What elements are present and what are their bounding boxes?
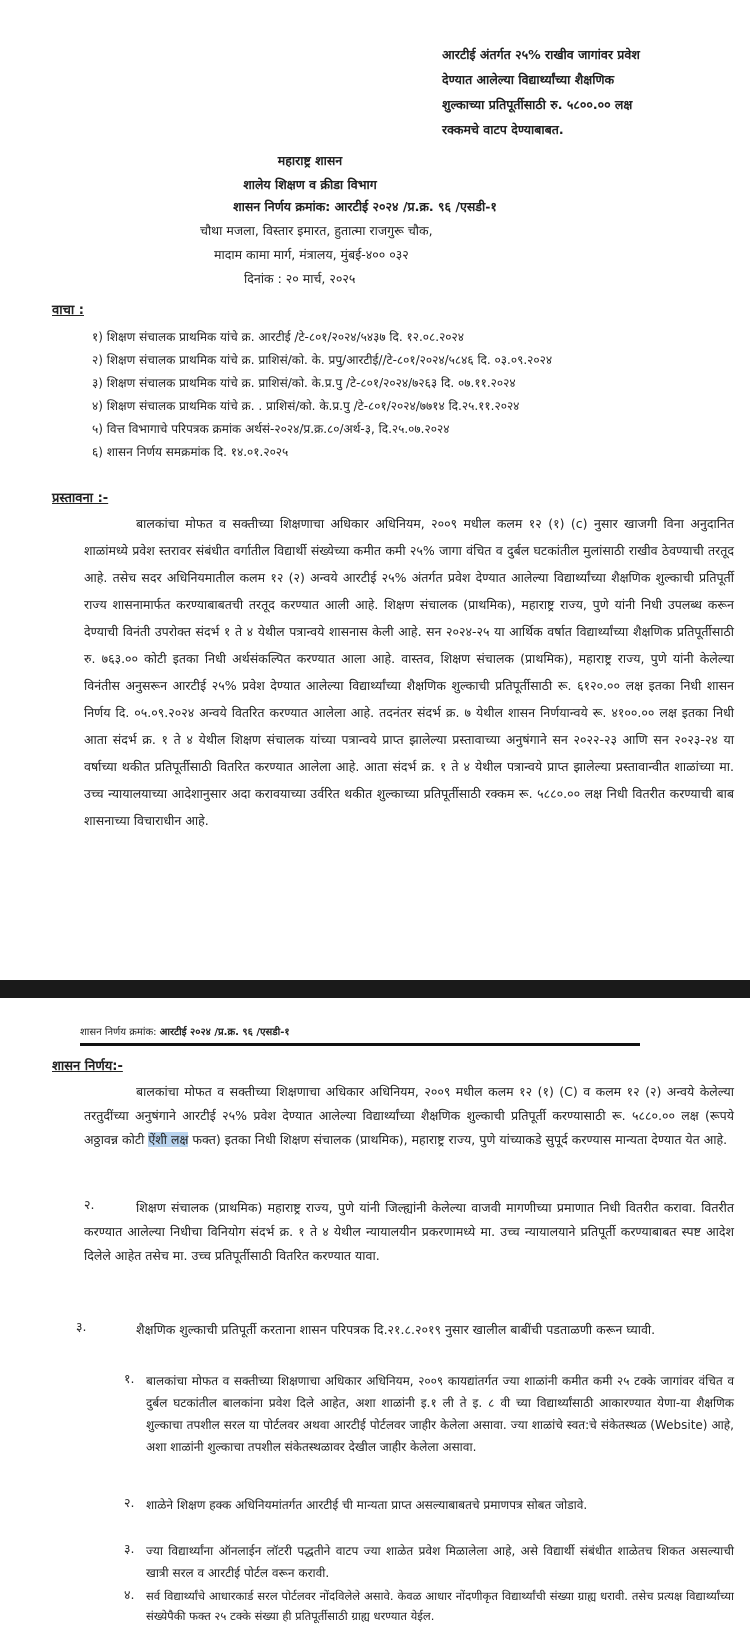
subject-line: आरटीई अंतर्गत २५% राखीव जागांवर प्रवेश [442, 47, 640, 62]
reference-item: ४) शिक्षण संचालक प्राथमिक यांचे क्र. . प्राशिसं/को. के.प्र.पु /टे-८०१/२०२४/७७१४ दि.२५.११.२०२४ [92, 399, 520, 413]
gr-number: शासन निर्णय क्रमांक: आरटीई २०२४ /प्र.क्र. ९६ /एसडी-१ [233, 199, 497, 214]
govt-name: महाराष्ट्र शासन [277, 153, 343, 168]
prastavana-paragraph: बालकांचा मोफत व सक्तीच्या शिक्षणाचा अधिकार अधिनियम, २००९ मधील कलम १२ (१) (c) नुसार खाजगी विना अनुदानित शाळांमध्ये प्रवेश स्तरावर संबंधीत वर्गातील विद्यार्थी संख्येच्या कमीत कमी २५% जागा वंचित व दुर्बल घटकांतील मुलांसाठी राखीव ठेवण्याची तरतूद आहे. तसेच सदर अधिनियमातील कलम १२ (२) अन्वये आरटीई २५% अंतर्गत प्रवेश देण्यात आलेल्या विद्यार्थ्यांच्या शैक्षणिक शुल्काची प्रतिपूर्ती राज्य शासनामार्फत करण्याबाबतची तरतूद करण्यात आली आहे. शिक्षण संचालक (प्राथमिक), महाराष्ट्र राज्य, पुणे यांनी निधी उपलब्ध करून देण्याची विनंती उपरोक्त संदर्भ १ ते ४ येथील पत्रान्वये शासनास केली आहे. सन २०२४-२५ या आर्थिक वर्षात विद्यार्थ्यांच्या शैक्षणिक प्रतिपूर्तीसाठी रु. ७६३.०० कोटी इतका निधी अर्थसंकल्पित करण्यात आला आहे. वास्तव, शिक्षण संचालक (प्राथमिक), महाराष्ट्र राज्य, पुणे यांनी केलेल्या विनंतीस अनुसरून आरटीई २५% प्रवेश देण्यात आलेल्या विद्यार्थ्यांच्या शैक्षणिक शुल्काची प्रतिपूर्तीसाठी रू. ६१२०.०० लक्ष इतका निधी शासन निर्णय दि. ०५.०९.२०२४ अन्वये वितरित करण्यात आलेला आहे. तदनंतर संदर्भ क्र. ७ येथील शासन निर्णयान्वये रू. ४१००.०० लक्ष इतका निधी आता संदर्भ क्र. १ ते ४ येथील शिक्षण संचालक यांच्या पत्रान्वये प्राप्त झालेल्या प्रस्तावाच्या अनुषंगाने सन २०२२-२३ आणि सन २०२३-२४ या वर्षाच्या थकीत प्रतिपूर्तीसाठी वितरित करण्यात आलेला आहे. आता संदर्भ क्र. १ ते ४ येथील पत्रान्वये प्राप्त झालेल्या प्रस्तावान्वीत शाळांच्या मा. उच्च न्यायालयाच्या आदेशानुसार अदा करावयाच्या उर्वरित थकीत शुल्काच्या प्रतिपूर्तीसाठी रक्कम रू. ५८८०.०० लक्ष निधी वितरीत करण्याची बाब शासनाच्या विचाराधीन आहे. [84, 516, 734, 828]
reference-item: ५) वित्त विभागाचे परिपत्रक क्रमांक अर्थसं-२०२४/प्र.क्र.८०/अर्थ-३, दि.२५.०७.२०२४ [92, 422, 450, 436]
reference-item: २) शिक्षण संचालक प्राथमिक यांचे क्र. प्राशिसं/को. के. प्रपु/आरटीई//टे-८०१/२०२४/५८४६ दि. ०३.०९.२०२४ [92, 353, 553, 367]
para-3: शैक्षणिक शुल्काची प्रतिपूर्ती करताना शासन परिपत्रक दि.२१.८.२०१९ नुसार खालील बाबींची पडताळणी करून घ्यावी. [136, 1322, 656, 1337]
gr-date: दिनांक : २० मार्च, २०२५ [244, 271, 356, 286]
subject-line: शुल्काच्या प्रतिपूर्तीसाठी रु. ५८००.०० लक्ष [442, 97, 633, 112]
references-label: वाचा : [52, 303, 84, 318]
checklist-item: सर्व विद्यार्थ्यांचे आधारकार्ड सरल पोर्टलवर नोंदविलेले असावे. केवळ आधार नोंदणीकृत विद्यार्थ्यांची संख्या ग्राह्य धरावी. तसेच प्रत्यक्ष विद्यार्थ्यांच्या संख्येपैकी फक्त २५ टक्के संख्या ही प्रतिपूर्तीसाठी ग्राह्य धरण्यात येईल. [146, 1589, 734, 1623]
decision-paragraph [84, 1080, 734, 1152]
subject-line: देण्यात आलेल्या विद्यार्थ्यांच्या शैक्षणिक [442, 72, 615, 87]
para-3-number: ३. [76, 1319, 87, 1334]
checklist-item: ज्या विद्यार्थ्यांना ऑनलाईन लॉटरी पद्धतीने वाटप ज्या शाळेत प्रवेश मिळालेला आहे, असे विद्यार्थी संबंधीत शाळेतच शिकत असल्याची खात्री सरल व आरटीई पोर्टल वरून करावी. [146, 1544, 734, 1580]
address-line-1: चौथा मजला, विस्तार इमारत, हुतात्मा राजगुरू चौक, [200, 223, 433, 238]
reference-item: १) शिक्षण संचालक प्राथमिक यांचे क्र. आरटीई /टे-८०१/२०२४/५४३७ दि. १२.०८.२०२४ [92, 330, 465, 344]
department-name: शालेय शिक्षण व क्रीडा विभाग [243, 177, 377, 192]
running-header-number: आरटीई २०२४ /प्र.क्र. ९६ /एसडी-१ [159, 1027, 290, 1038]
item-number: २. [124, 1495, 135, 1510]
decision-text: बालकांचा मोफत व सक्तीच्या शिक्षणाचा अधिकार अधिनियम, २००९ मधील कलम १२ (१) (C) व कलम १२ (२) अन्वये केलेल्या तरतुदींच्या अनुषंगाने आरटीई २५% प्रवेश देण्यात आलेल्या विद्यार्थ्यांच्या शैक्षणिक शुल्काची प्रतिपूर्ती करण्यासाठी रू. ५८८०.०० लक्ष (रूपये अठ्ठावन्न कोटी [84, 1084, 734, 1147]
running-header-prefix: शासन निर्णय क्रमांक: [80, 1027, 157, 1038]
running-header [80, 1024, 290, 1038]
decision-label: शासन निर्णय:- [52, 1059, 123, 1074]
decision-text-end: फक्त) इतका निधी शिक्षण संचालक (प्राथमिक), महाराष्ट्र राज्य, पुणे यांच्याकडे सुपूर्द करण्यास मान्यता देण्यात येत आहे. [192, 1132, 728, 1147]
gr-subject [442, 42, 742, 142]
subject-line: रक्कमचे वाटप देण्याबाबत. [442, 122, 564, 137]
checklist-item: बालकांचा मोफत व सक्तीच्या शिक्षणाचा अधिकार अधिनियम, २००९ कायद्यांतर्गत ज्या शाळांनी कमीत कमी २५ टक्के जागांवर वंचित व दुर्बल घटकांतील बालकांना प्रवेश दिले आहेत, अशा शाळांनी इ.१ ली ते इ. ८ वी च्या विद्यार्थ्यांसाठी आकारण्यात येणा-या शैक्षणिक शुल्काचा तपशील सरल या पोर्टलवर अथवा आरटीई पोर्टलवर जाहीर केलेला असावा. ज्या शाळांचे स्वत:चे संकेतस्थळ (Website) आहे, अशा शाळांनी शुल्काचा तपशील संकेतस्थळावर देखील जाहीर केलेला असावा. [146, 1374, 734, 1454]
page-separator [0, 980, 750, 998]
para-2-number: २. [84, 1197, 95, 1212]
para-2: शिक्षण संचालक (प्राथमिक) महाराष्ट्र राज्य, पुणे यांनी जिल्ह्यांनी केलेल्या वाजवी मागणीच्या प्रमाणात निधी वितरीत करावा. वितरीत करण्यात आलेल्या निधीचा विनियोग संदर्भ क्र. १ ते ४ येथील न्यायालयीन प्रकरणामध्ये मा. उच्च न्यायालयाने प्रतिपूर्ती करण्याबाबत स्पष्ट आदेश दिलेले आहेत तसेच मा. उच्च प्रतिपूर्तीसाठी वितरित करण्यात यावा. [84, 1200, 734, 1263]
checklist-item: शाळेने शिक्षण हक्क अधिनियमांतर्गत आरटीई ची मान्यता प्राप्त असल्याबाबतचे प्रमाणपत्र सोबत जोडावे. [146, 1498, 588, 1512]
selected-text-highlight[interactable]: ऐंशी लक्ष [148, 1132, 189, 1147]
references-list [92, 326, 742, 464]
header-rule [80, 1043, 640, 1046]
item-number: ३. [124, 1541, 135, 1556]
item-number: १. [124, 1371, 135, 1386]
reference-item: ३) शिक्षण संचालक प्राथमिक यांचे क्र. प्राशिसं/को. के.प्र.पु /टे-८०१/२०२४/७२६३ दि. ०७.११.२०२४ [92, 376, 516, 390]
address-line-2: मादाम कामा मार्ग, मंत्रालय, मुंबई-४०० ०३२ [214, 247, 409, 262]
reference-item: ६) शासन निर्णय समक्रमांक दि. १४.०१.२०२५ [92, 445, 289, 459]
prastavana-label: प्रस्तावना :- [52, 491, 109, 506]
item-number: ४. [124, 1587, 135, 1602]
